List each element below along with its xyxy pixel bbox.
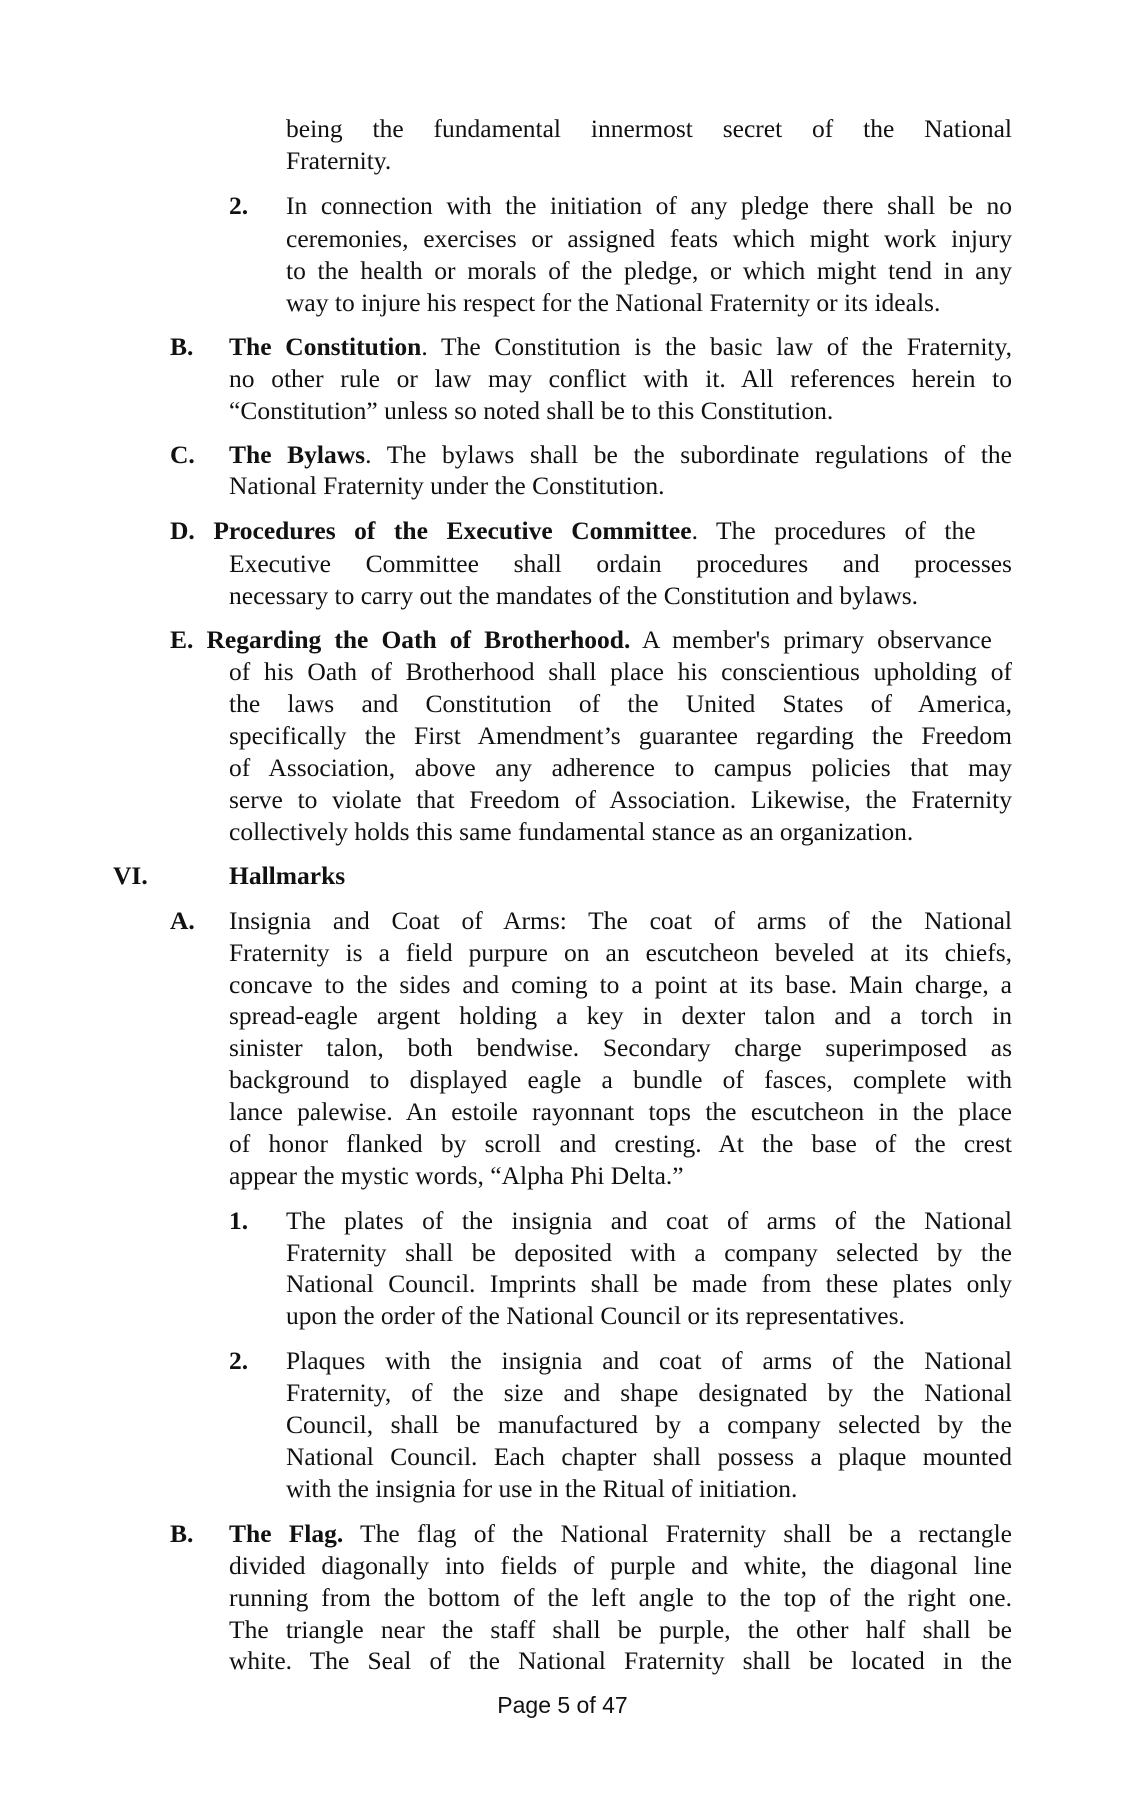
section-title: Regarding the Oath of Brotherhood. — [206, 625, 631, 654]
list-number: 2. — [229, 191, 249, 220]
page-number: Page 5 of 47 — [497, 1692, 628, 1718]
section-text: A member's primary observance — [630, 625, 992, 654]
text-line: Fraternity is a field purpure on an escutcheon beveled at its chiefs, — [229, 938, 1012, 967]
text-line: Council, shall be manufactured by a company selected by the — [286, 1410, 1012, 1439]
text-line: Fraternity shall be deposited with a company selected by the — [286, 1238, 1012, 1267]
text-line: concave to the sides and coming to a point at its base. Main charge, a — [229, 970, 1012, 999]
section-title: The Constitution — [229, 332, 422, 361]
text-line: of honor flanked by scroll and cresting. At the base of the crest — [229, 1129, 1012, 1158]
text-line: upon the order of the National Council or its representatives. — [286, 1301, 905, 1330]
article-title: Hallmarks — [229, 861, 346, 890]
section-label: B. — [170, 1519, 194, 1548]
text-line: running from the bottom of the left angle to the top of the right one. — [229, 1583, 1012, 1612]
text-line: Plaques with the insignia and coat of arms of the National — [286, 1346, 1012, 1375]
text-line: way to injure his respect for the National Fraternity or its ideals. — [286, 288, 941, 317]
section-label: C. — [170, 440, 195, 469]
text-line: The plates of the insignia and coat of arms of the National — [286, 1206, 1012, 1235]
section-label: A. — [170, 906, 195, 935]
section-label: B. — [170, 332, 194, 361]
section-title: The Bylaws — [229, 440, 366, 469]
text-line: appear the mystic words, “Alpha Phi Delta.” — [229, 1161, 684, 1190]
text-line: serve to violate that Freedom of Association. Likewise, the Fraternity — [229, 785, 1012, 814]
text-line: with the insignia for use in the Ritual of initiation. — [286, 1474, 798, 1503]
text-line: National Council. Imprints shall be made from these plates only — [286, 1269, 1012, 1298]
text-line: National Fraternity under the Constitution. — [229, 471, 665, 500]
text-line: collectively holds this same fundamental stance as an organization. — [229, 817, 914, 846]
text-line: of Association, above any adherence to campus policies that may — [229, 753, 1012, 782]
text-line — [229, 1518, 1012, 1550]
text-line: Fraternity. — [286, 146, 392, 175]
section-title: The Flag. — [229, 1519, 344, 1548]
section-label: E. — [170, 625, 194, 654]
text-line: The triangle near the staff shall be purple, the other half shall be — [229, 1615, 1012, 1644]
section-text: The flag of the National Fraternity shall be a rectangle — [343, 1519, 1012, 1548]
text-line: background to displayed eagle a bundle of fasces, complete with — [229, 1065, 1012, 1094]
text-line: ceremonies, exercises or assigned feats which might work injury — [286, 224, 1012, 253]
text-line — [229, 439, 1012, 471]
text-line: sinister talon, both bendwise. Secondary charge superimposed as — [229, 1033, 1012, 1062]
text-line: of his Oath of Brotherhood shall place his conscientious upholding of — [229, 657, 1012, 686]
text-line: Insignia and Coat of Arms: The coat of arms of the National — [229, 906, 1012, 935]
text-line: Executive Committee shall ordain procedures and processes — [229, 549, 1012, 578]
list-number: 1. — [229, 1206, 249, 1235]
text-line: the laws and Constitution of the United States of America, — [229, 689, 1012, 718]
text-line: National Council. Each chapter shall possess a plaque mounted — [286, 1442, 1012, 1471]
text-line: lance palewise. An estoile rayonnant tops the escutcheon in the place — [229, 1097, 1012, 1126]
text-line: no other rule or law may conflict with it. All references herein to — [229, 364, 1012, 393]
text-line: spread-eagle argent holding a key in dexter talon and a torch in — [229, 1001, 1012, 1030]
text-line — [229, 331, 1012, 363]
text-line: In connection with the initiation of any pledge there shall be no — [286, 191, 1012, 220]
text-line: white. The Seal of the National Fraternity shall be located in the — [229, 1646, 1012, 1675]
section-title: Procedures of the Executive Committee — [213, 516, 692, 545]
text-line: being the fundamental innermost secret of the National — [286, 114, 1012, 143]
text-line: “Constitution” unless so noted shall be to this Constitution. — [229, 396, 834, 425]
section-text: . The procedures of the — [691, 516, 976, 545]
text-line: necessary to carry out the mandates of the Constitution and bylaws. — [229, 581, 919, 610]
text-line: to the health or morals of the pledge, or which might tend in any — [286, 256, 1012, 285]
list-number: 2. — [229, 1346, 249, 1375]
text-line: divided diagonally into fields of purple and white, the diagonal line — [229, 1551, 1012, 1580]
text-line — [170, 515, 1012, 547]
section-text: . The bylaws shall be the subordinate regulations of the — [365, 440, 1012, 469]
article-label: VI. — [113, 861, 148, 890]
section-text: . The Constitution is the basic law of the Fraternity, — [421, 332, 1012, 361]
text-line: specifically the First Amendment’s guarantee regarding the Freedom — [229, 721, 1012, 750]
text-line — [170, 624, 1012, 656]
text-line: Fraternity, of the size and shape designated by the National — [286, 1378, 1012, 1407]
section-label: D. — [170, 516, 195, 545]
